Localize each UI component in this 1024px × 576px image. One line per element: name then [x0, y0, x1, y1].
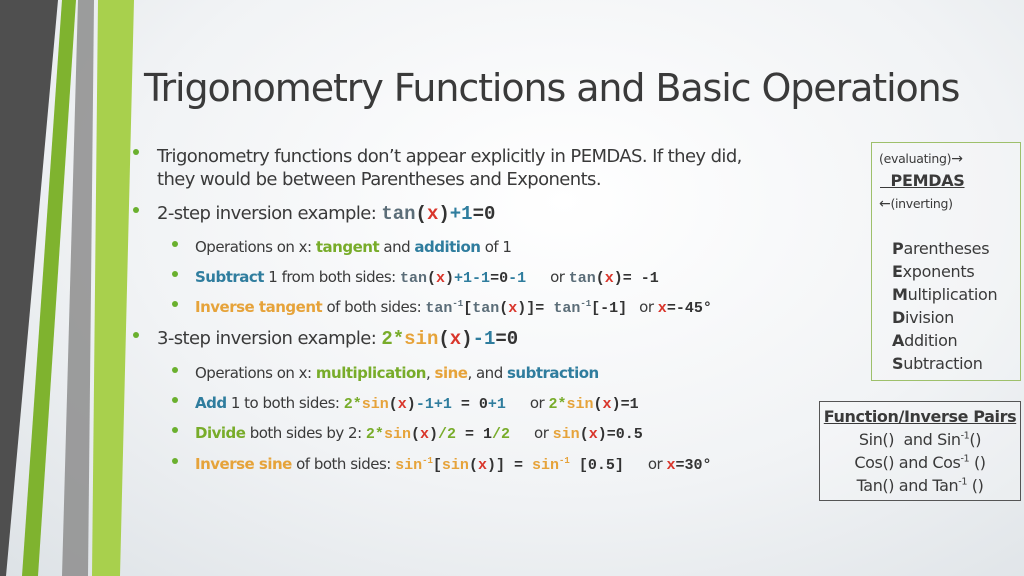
sub-bullet-dot [172, 397, 178, 403]
bullet-dot [133, 332, 139, 338]
right-arrow-icon: → [951, 151, 963, 167]
pairs-heading: Function/Inverse Pairs [823, 407, 1017, 426]
sub-bullet-dot [172, 367, 178, 373]
bullet-three-step-example: 3-step inversion example: 2*sin(x)-1=0 [157, 328, 519, 350]
pemdas-heading: PEMDAS [880, 171, 965, 190]
pemdas-word: Parentheses [892, 239, 990, 258]
bullet-dot [133, 149, 139, 155]
page-title: Trigonometry Functions and Basic Operations [144, 66, 960, 110]
bullet-inverse-sine-step: Inverse sine of both sides: $\sin^{-1}[\sin(x)] = \sin^{-1} [0.5]$ or x=30° [195, 455, 712, 474]
sub-bullet-dot [172, 271, 178, 277]
bullet-subtract-step: Subtract 1 from both sides: tan(x)+1-1=0-1 or tan(x)= -1 [195, 268, 659, 287]
bullet-inverse-tangent-step: Inverse tangent of both sides: $\tan^{-1}[\tan(x)]= \tan^{-1}[-1]$ or x=-45° [195, 298, 712, 317]
pair-row-sin: Sin() and Sin$^{-1}$() [858, 430, 982, 449]
pemdas-box [871, 142, 1021, 381]
pemdas-word: Division [892, 308, 954, 327]
bullet-pemdas-note-line2: they would be between Parentheses and Exponents. [157, 169, 601, 190]
pemdas-word: Addition [892, 331, 958, 350]
bullet-divide-step: Divide both sides by 2: 2*sin(x)/2 = 1/2 or sin(x)=0.5 [195, 424, 643, 443]
function-inverse-pairs-box [819, 401, 1021, 501]
bullet-add-step: Add 1 to both sides: 2*sin(x)-1+1 = 0+1 or 2*sin(x)=1 [195, 394, 639, 413]
sub-bullet-dot [172, 301, 178, 307]
bullet-operations-on-x-sine: Operations on x: multiplication, sine, and subtraction [195, 364, 599, 382]
pemdas-word: Subtraction [892, 354, 983, 373]
pair-row-tan: Tan() and Tan$^{-1}$ () [856, 476, 984, 495]
sub-bullet-dot [172, 427, 178, 433]
sub-bullet-dot [172, 458, 178, 464]
bullet-dot [133, 207, 139, 213]
bullet-pemdas-note-line1: Trigonometry functions don’t appear explicitly in PEMDAS. If they did, [157, 146, 742, 167]
bullet-two-step-example: 2-step inversion example: tan(x)+1=0 [157, 203, 496, 225]
sub-bullet-dot [172, 241, 178, 247]
left-arrow-icon: ← [879, 196, 891, 212]
pemdas-word: Multiplication [892, 285, 998, 304]
pair-row-cos: Cos() and Cos$^{-1}$ () [854, 453, 986, 472]
bullet-operations-on-x-tangent: Operations on x: tangent and addition of 1 [195, 238, 512, 256]
inverting-label: ←(inverting) [879, 196, 953, 212]
evaluating-label: (evaluating)→ [879, 151, 963, 167]
pemdas-word: Exponents [892, 262, 975, 281]
